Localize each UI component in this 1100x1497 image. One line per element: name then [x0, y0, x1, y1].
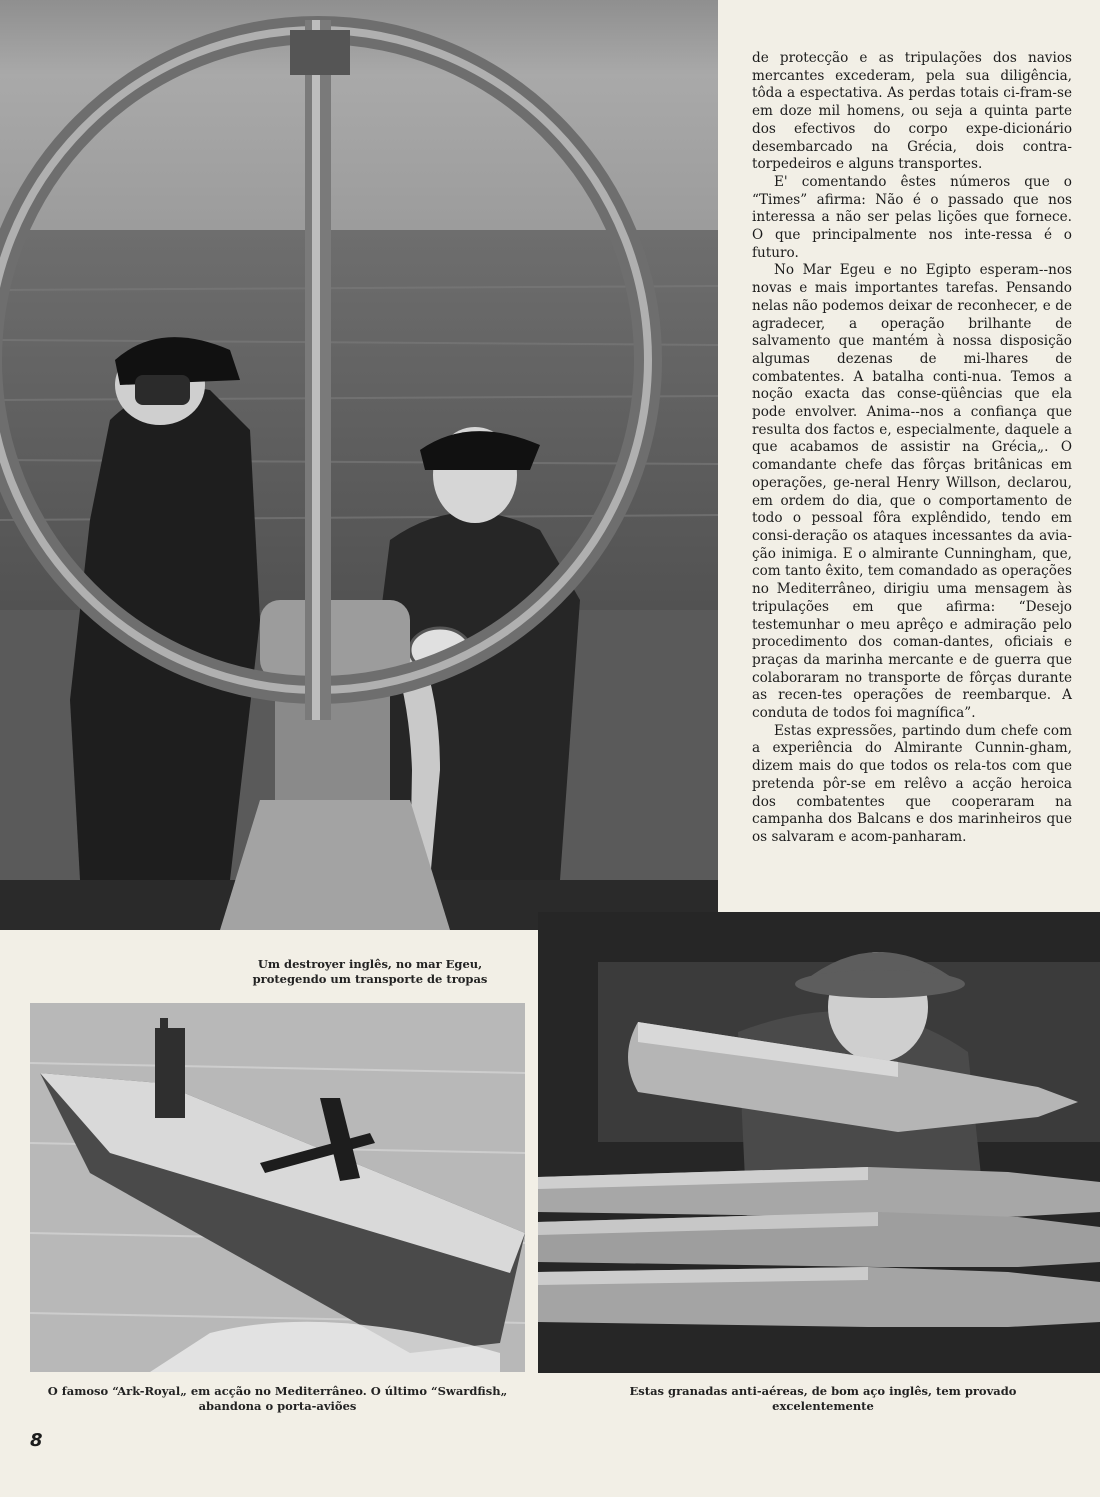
ark-royal-photo-illustration [30, 1003, 525, 1372]
destroyer-photo-illustration [0, 0, 718, 930]
page-number: 8 [30, 1430, 43, 1451]
article-paragraph-4: Estas expressões, partindo dum chefe com a experiência do Almirante Cunnin-gham, dizem mais do que todos os rela-tos com que pretenda pôr-se em relêvo a acção heroica dos combatentes que cooperaram na campanha dos Balcans e dos marinheiros que os salvaram e acom-panharam. [752, 722, 1072, 845]
article-text [752, 50, 1072, 847]
caption-anti-aircraft-shells: Estas granadas anti-aéreas, de bom aço inglês, tem provado excelentemente [629, 1384, 1017, 1413]
photo-anti-aircraft-shells [538, 912, 1100, 1373]
photo-destroyer-officers [0, 0, 718, 930]
caption-destroyer: Um destroyer inglês, no mar Egeu, protegendo um transporte de tropas [252, 957, 488, 986]
article-paragraph-3: No Mar Egeu e no Egipto esperam--nos novas e mais importantes tarefas. Pensando nelas não podemos deixar de reconhecer, e de agradecer, a operação brilhante de salvamento que mantém à nossa disposição algumas dezenas de mi-lhares de combatentes. A batalha conti-nua. Temos a noção exacta das conse-qüências que ela pode envolver. Anima--nos a confiança que resulta dos factos e, especialmente, daquele a que acabamos de assistir na Grécia„. O comandante chefe das fôrças britânicas em operações, ge-neral Henry Willson, declarou, em ordem do dia, que o comportamento de todo o pessoal fôra explêndido, tendo em consi-deração os ataques incessantes da avia-ção inimiga. E o almirante Cunningham, que, com tanto êxito, tem comandado as operações no Mediterrâneo, dirigiu uma mensagem às tripulações em que afirma: “Desejo testemunhar o meu aprêço e admiração pelo procedimento dos coman-dantes, oficiais e praças da marinha mercante e de guerra que colaboraram no transporte de fôrças durante as recen-tes operações de reembarque. A conduta de todos foi magnífica”. [752, 262, 1072, 722]
photo-ark-royal [30, 1003, 525, 1372]
caption-ark-royal: O famoso “Ark-Royal„ em acção no Mediterrâneo. O último “Swardfish„ abandona o porta-aviões [47, 1384, 508, 1413]
shells-photo-illustration [538, 912, 1100, 1373]
article-paragraph-2: E' comentando êstes números que o “Times” afirma: Não é o passado que nos interessa a não ser pelas lições que fornece. O que principalmente nos inte-ressa é o futuro. [752, 173, 1072, 261]
article-paragraph-1: de protecção e as tripulações dos navios mercantes excederam, pela sua diligência, tôda a espectativa. As perdas totais ci-fram-se em doze mil homens, ou seja a quinta parte dos efectivos do corpo expe-dicionário desembarcado na Grécia, dois contra-torpedeiros e alguns transportes. [752, 50, 1072, 173]
